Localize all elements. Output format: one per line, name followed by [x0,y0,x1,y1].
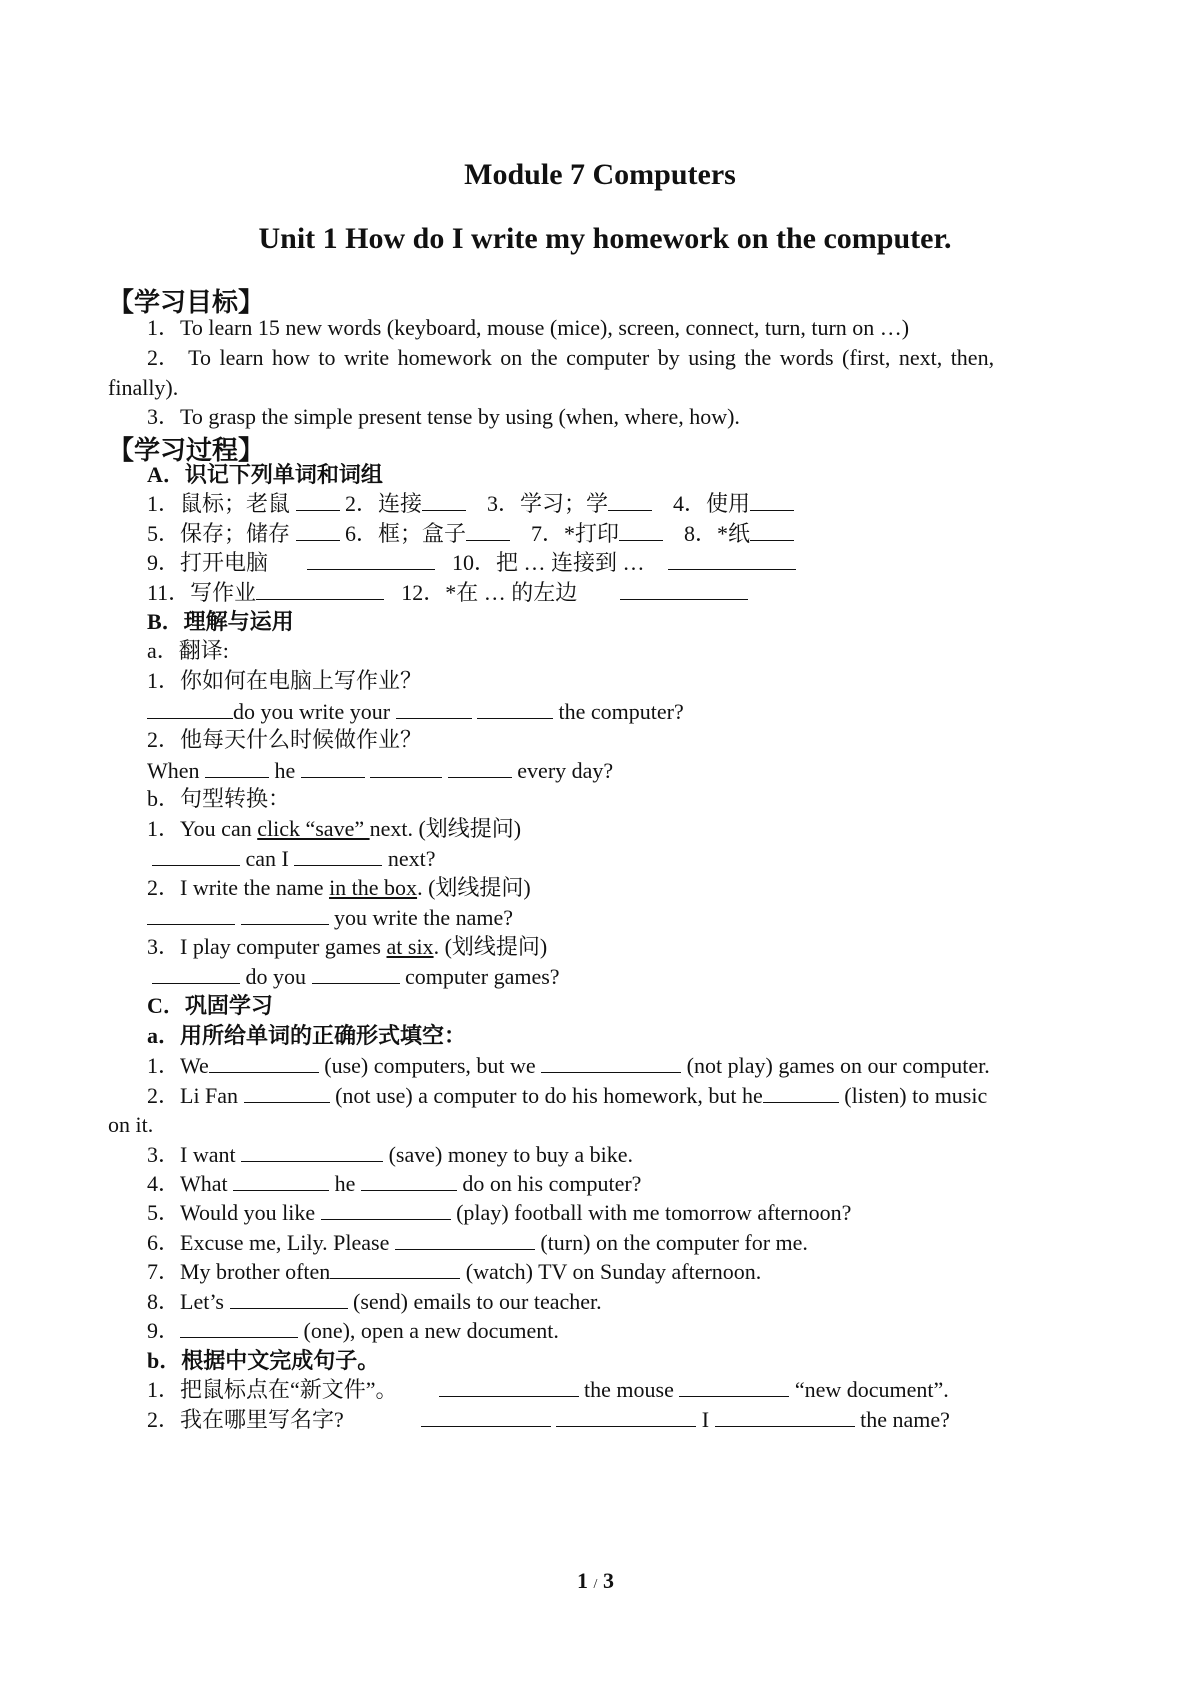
answer-blank[interactable] [230,1288,348,1309]
fill-sentence [147,1081,987,1111]
answer-blank[interactable] [256,579,384,600]
vocab-item: 6．框；盒子 [345,521,467,546]
question-text: the computer? [558,699,684,724]
answer-blank[interactable] [556,1406,696,1427]
sentence-text: . (划线提问) [417,875,531,900]
question-cn: 2．他每天什么时候做作业？ [147,727,423,752]
page-total: 3 [602,1568,614,1593]
answer-blank[interactable] [619,520,663,541]
answer-blank[interactable] [395,1229,535,1250]
answer-blank[interactable] [307,549,435,570]
sentence-text: 2．Li Fan [147,1083,239,1108]
transform-sentence [147,873,531,903]
sentence-text: the name? [860,1407,950,1432]
underlined-text: in the box [329,875,418,900]
section-c-a-heading: a．用所给单词的正确形式填空： [147,1023,467,1048]
sentence-text: 2．I write the name [147,875,330,900]
sentence-text: (listen) to music [844,1083,988,1108]
answer-blank[interactable] [750,490,794,511]
section-c-heading: C．巩固学习 [147,993,273,1018]
sentence-text: do on his computer? [462,1171,642,1196]
sentence-text: 3．I play computer games [147,934,387,959]
fill-sentence [147,1140,633,1170]
vocab-item: 9．打开电脑 [147,550,269,575]
sentence-text: 7．My brother often [147,1259,331,1284]
answer-blank[interactable] [763,1082,839,1103]
goals-heading: 【学习目标】 [108,288,265,318]
fill-sentence [147,1257,761,1287]
fill-sentence [147,1287,602,1317]
fill-sentence [147,1051,990,1081]
sentence-text: 3．I want [147,1142,236,1167]
transform-sentence [147,932,547,962]
answer-blank[interactable] [294,845,382,866]
answer-blank[interactable] [679,1376,789,1397]
page-subtitle: Unit 1 How do I write my homework on the computer. [258,222,952,255]
answer-blank[interactable] [301,757,365,778]
fill-sentence [147,1198,851,1228]
answer-blank[interactable] [541,1052,681,1073]
answer-blank[interactable] [209,1052,319,1073]
sentence-text: next? [387,846,436,871]
answer-blank[interactable] [422,490,466,511]
transform-sentence [147,814,521,844]
answer-blank[interactable] [715,1406,855,1427]
fill-sentence-continued: on it. [108,1112,154,1137]
translate-sentence [147,1375,949,1405]
answer-blank[interactable] [370,757,442,778]
answer-blank[interactable] [396,698,472,719]
section-a-heading: A．识记下列单词和词组 [147,462,383,487]
sentence-text: 9． [147,1318,181,1343]
answer-blank[interactable] [147,698,233,719]
sentence-text: (send) emails to our teacher. [353,1289,602,1314]
sentence-text: the mouse [584,1377,674,1402]
answer-blank[interactable] [312,963,400,984]
sentence-text: “new document”. [794,1377,949,1402]
answer-blank[interactable] [321,1199,451,1220]
process-heading: 【学习过程】 [108,436,265,466]
subsection-label: b．句型转换： [147,786,291,811]
sentence-text: (play) football with me tomorrow afternoon? [456,1200,852,1225]
answer-blank[interactable] [668,549,796,570]
sentence-text: computer games? [405,964,560,989]
transform-answer [152,844,436,874]
subsection-label: a．翻译: [147,638,229,663]
underlined-text: at six [386,934,434,959]
vocab-item: 12．*在 … 的左边 [401,580,578,605]
answer-blank[interactable] [241,1141,383,1162]
section-c-b-heading: b．根据中文完成句子。 [147,1348,380,1373]
answer-blank[interactable] [241,904,329,925]
goal-item: finally). [108,375,179,400]
goal-item: 3．To grasp the simple present tense by using (when, where, how). [147,404,740,429]
sentence-text: 6．Excuse me, Lily. Please [147,1230,390,1255]
answer-blank[interactable] [152,845,240,866]
sentence-text: (turn) on the computer for me. [540,1230,808,1255]
vocab-item: 10．把 … 连接到 … [452,550,645,575]
goal-item: 1．To learn 15 new words (keyboard, mouse (mice), screen, connect, turn, turn on …) [147,315,910,340]
vocab-item: 1．鼠标；老鼠 [147,491,291,516]
answer-blank[interactable] [466,520,510,541]
sentence-text: (not use) a computer to do his homework, but he [335,1083,763,1108]
sentence-text: 1．You can [147,816,258,841]
vocab-item: 11．写作业 [147,580,257,605]
translate-sentence [147,1405,950,1435]
vocab-row [147,578,748,608]
answer-blank[interactable] [296,490,340,511]
sentence-text: you write the name? [334,905,513,930]
answer-blank[interactable] [233,1170,329,1191]
sentence-text: 4．What [147,1171,228,1196]
vocab-item: 4．使用 [673,491,751,516]
sentence-text: do you [245,964,306,989]
answer-blank[interactable] [244,1082,330,1103]
answer-blank[interactable] [608,490,652,511]
page-number [0,1568,1191,1594]
answer-blank[interactable] [421,1406,551,1427]
answer-blank[interactable] [439,1376,579,1397]
vocab-item: 2．连接 [345,491,423,516]
vocab-row [147,519,794,549]
vocab-item: 5．保存；储存 [147,521,291,546]
sentence-text: I [701,1407,710,1432]
answer-blank[interactable] [205,757,269,778]
answer-blank[interactable] [477,698,553,719]
question-cn: 1．你如何在电脑上写作业？ [147,668,423,693]
transform-answer [152,962,560,992]
underlined-text: click “save” [257,816,370,841]
goal-item: 2． To learn how to write homework on the computer by using the words (first, next, then, [147,345,995,370]
sentence-text: (not play) games on our computer. [686,1053,990,1078]
question-text: he [274,758,296,783]
fill-sentence [147,1228,808,1258]
vocab-item: 3．学习；学 [487,491,609,516]
answer-blank[interactable] [750,520,794,541]
question-en [147,697,684,727]
sentence-text: can I [245,846,289,871]
vocab-row [147,489,794,519]
section-b-heading: B．理解与运用 [147,609,294,634]
sentence-text: (one), open a new document. [303,1318,559,1343]
sentence-text: 1．把鼠标点在“新文件”。 [147,1377,398,1402]
sentence-text: (use) computers, but we [324,1053,536,1078]
question-text: every day? [517,758,614,783]
vocab-item: 8．*纸 [684,521,751,546]
answer-blank[interactable] [152,963,240,984]
fill-sentence [147,1316,559,1346]
page-title: Module 7 Computers [464,158,736,191]
sentence-text: . (划线提问) [433,934,548,959]
page-separator: / [593,1577,598,1592]
answer-blank[interactable] [296,520,340,541]
page-current: 1 [577,1568,589,1593]
sentence-text: 8．Let’s [147,1289,224,1314]
sentence-text: 5．Would you like [147,1200,316,1225]
sentence-text: next. (划线提问) [369,816,522,841]
answer-blank[interactable] [361,1170,457,1191]
transform-answer [147,903,513,933]
sentence-text: 2．我在哪里写名字? [147,1407,344,1432]
sentence-text: (save) money to buy a bike. [388,1142,633,1167]
question-text: do you write your [233,699,391,724]
answer-blank[interactable] [620,579,748,600]
fill-sentence [147,1169,641,1199]
question-en [147,756,613,786]
vocab-row [147,548,796,578]
answer-blank[interactable] [147,904,235,925]
answer-blank[interactable] [180,1317,298,1338]
sentence-text: 1．We [147,1053,209,1078]
answer-blank[interactable] [448,757,512,778]
answer-blank[interactable] [330,1258,460,1279]
question-text: When [147,758,200,783]
sentence-text: (watch) TV on Sunday afternoon. [465,1259,762,1284]
vocab-item: 7．*打印 [531,521,620,546]
sentence-text: he [334,1171,356,1196]
